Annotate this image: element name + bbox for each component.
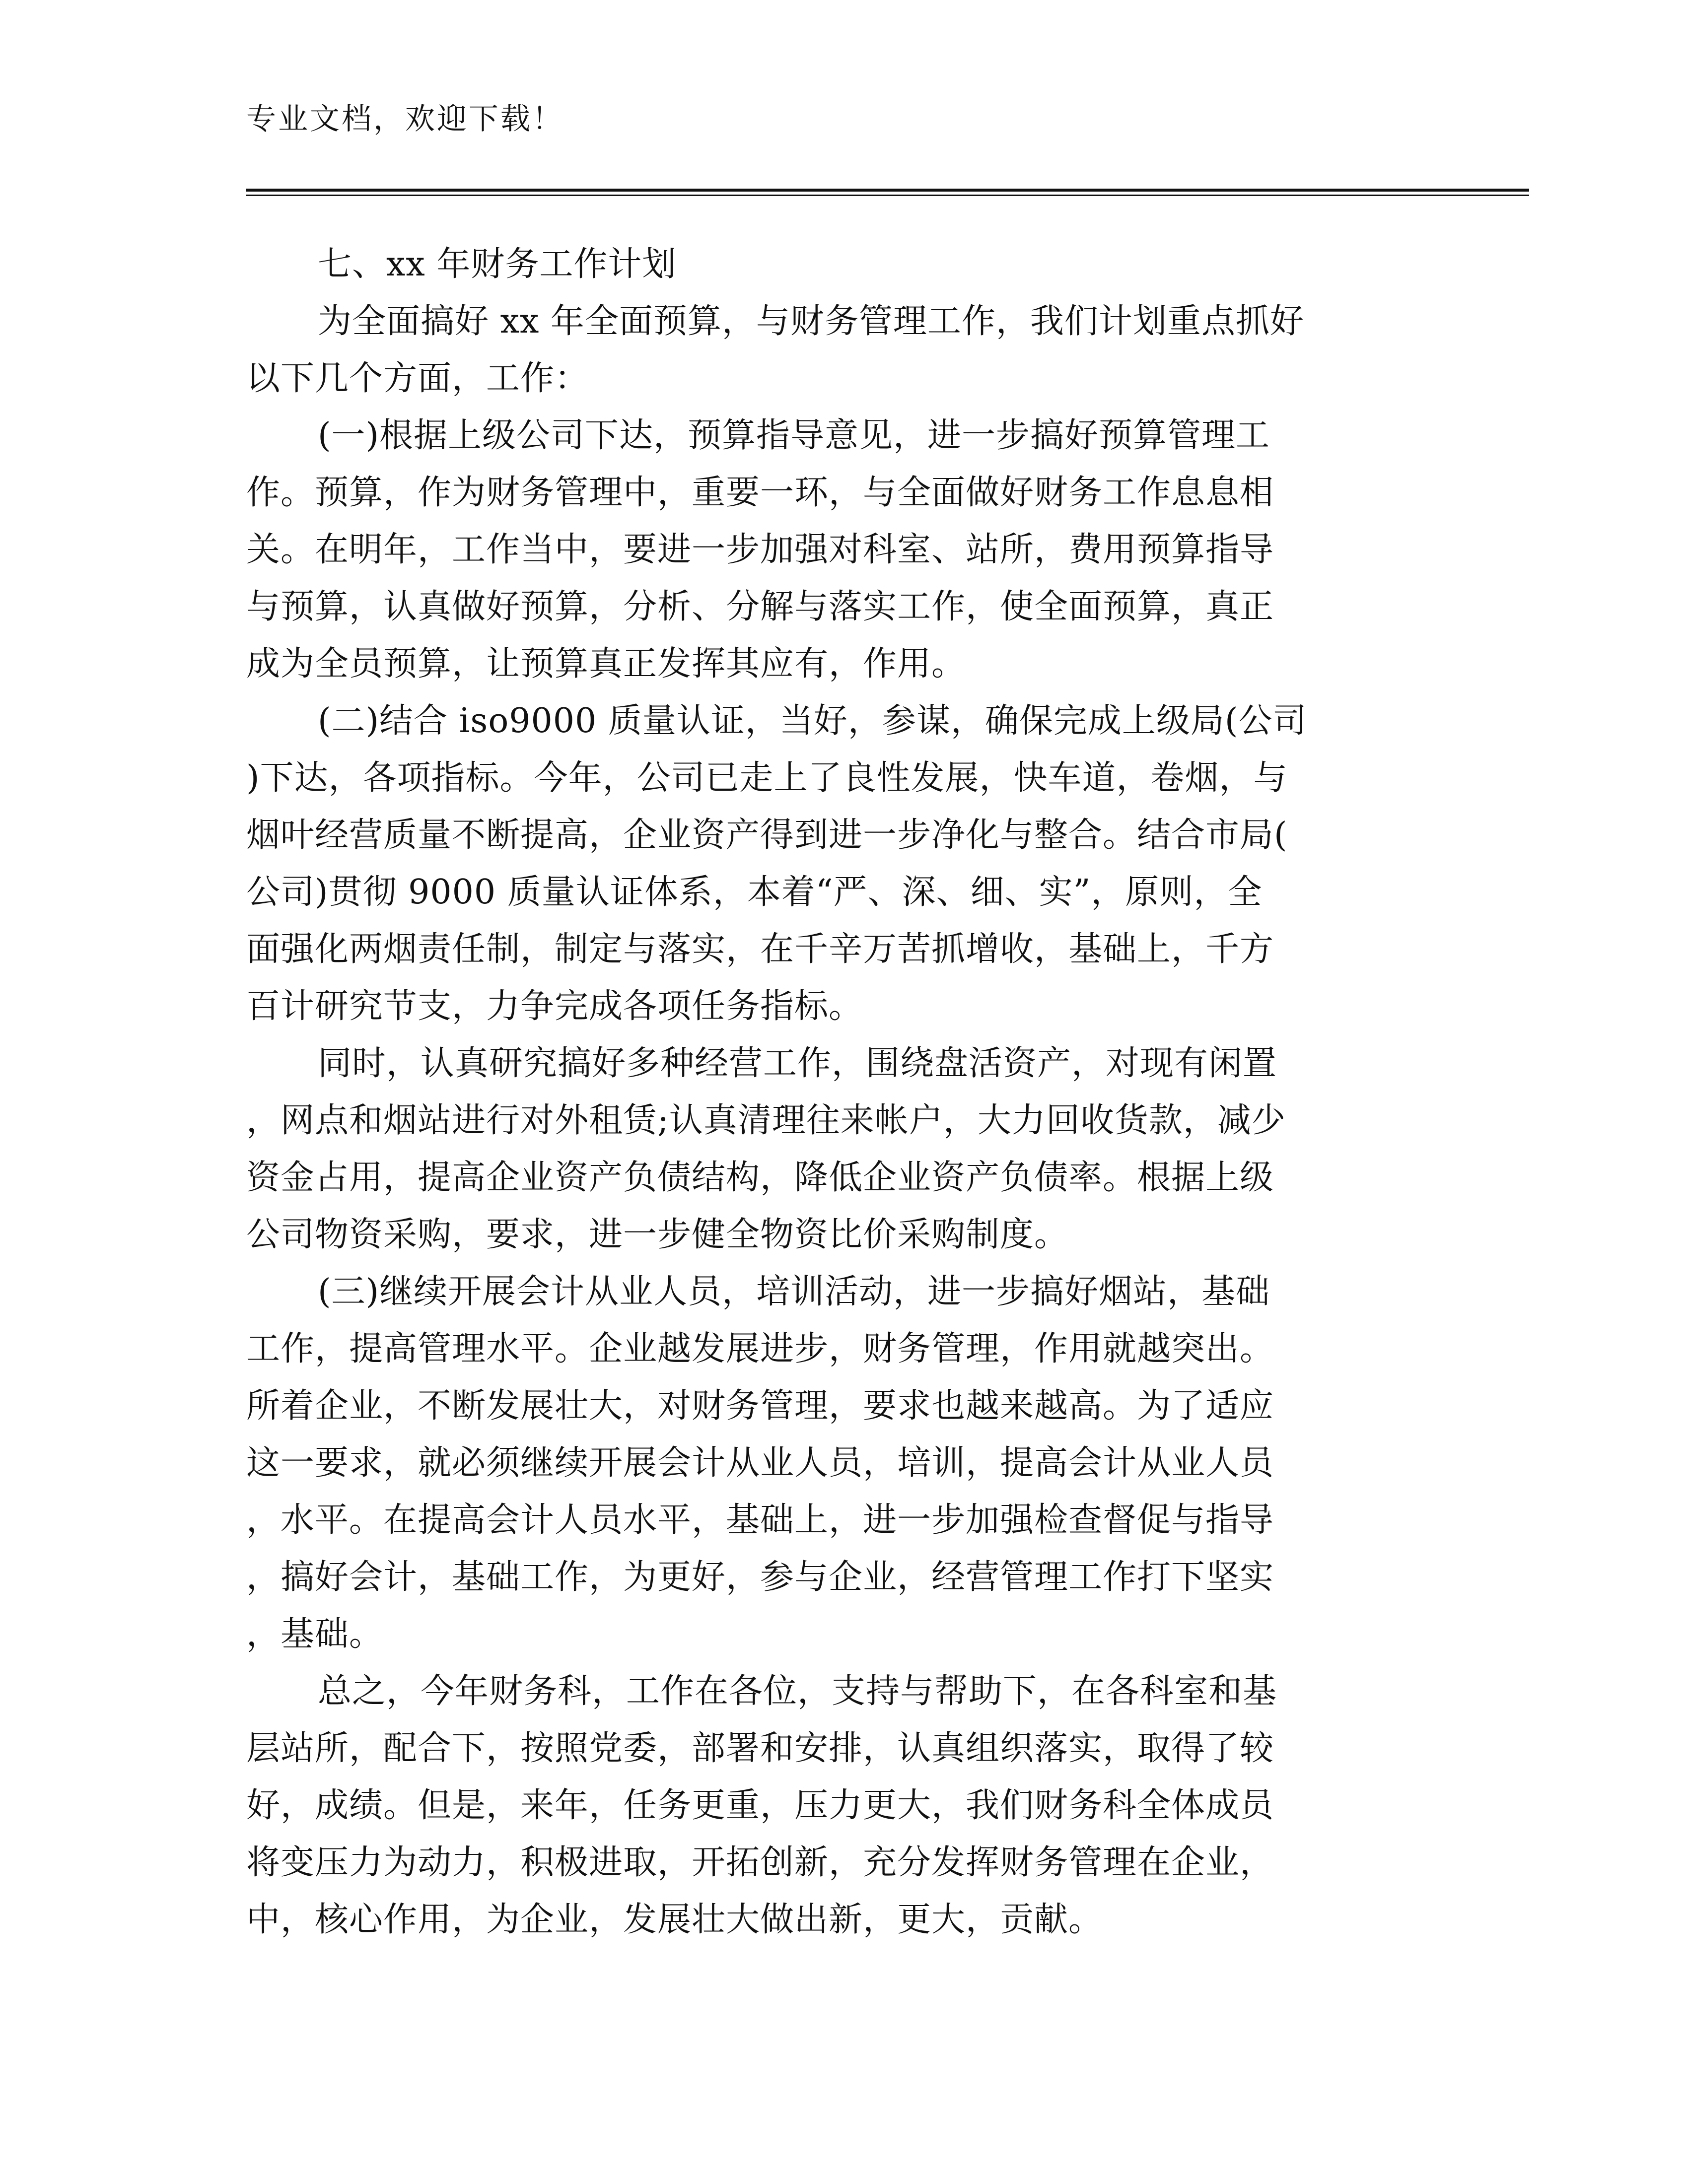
text-line: 同时，认真研究搞好多种经营工作，围绕盘活资产，对现有闲置 <box>318 1044 1277 1083</box>
header-rule-thick <box>246 189 1529 192</box>
text-line: (三)继续开展会计从业人员，培训活动，进一步搞好烟站，基础 <box>318 1272 1270 1311</box>
text-line: 总之，今年财务科，工作在各位，支持与帮助下，在各科室和基 <box>318 1672 1277 1711</box>
text-line: (一)根据上级公司下达，预算指导意见，进一步搞好预算管理工 <box>318 416 1270 455</box>
text-line: 为全面搞好 xx 年全面预算，与财务管理工作，我们计划重点抓好 <box>318 302 1304 341</box>
text-line: 好，成绩。但是，来年，任务更重，压力更大，我们财务科全体成员 <box>246 1786 1274 1825</box>
text-line: 作。预算，作为财务管理中，重要一环，与全面做好财务工作息息相 <box>246 473 1274 512</box>
text-line: 面强化两烟责任制，制定与落实，在千辛万苦抓增收，基础上，千方 <box>246 930 1274 969</box>
text-line: 以下几个方面，工作： <box>246 359 589 398</box>
text-line: 百计研究节支，力争完成各项任务指标。 <box>246 987 863 1026</box>
text-line: 将变压力为动力，积极进取，开拓创新，充分发挥财务管理在企业， <box>246 1843 1274 1882</box>
text-line: 成为全员预算，让预算真正发挥其应有，作用。 <box>246 644 966 683</box>
text-line: 工作，提高管理水平。企业越发展进步，财务管理，作用就越突出。 <box>246 1329 1274 1368</box>
section-heading: 七、xx 年财务工作计划 <box>318 245 677 284</box>
document-body <box>246 236 1428 1948</box>
text-line: ，网点和烟站进行对外租赁;认真清理往来帐户，大力回收货款，减少 <box>246 1101 1286 1140</box>
text-line: ，基础。 <box>246 1615 384 1654</box>
text-line: 中，核心作用，为企业，发展壮大做出新，更大，贡献。 <box>246 1900 1103 1939</box>
text-line: 与预算，认真做好预算，分析、分解与落实工作，使全面预算，真正 <box>246 587 1274 626</box>
header-rule-thin <box>246 195 1529 196</box>
text-line: ，搞好会计，基础工作，为更好，参与企业，经营管理工作打下坚实 <box>246 1558 1274 1597</box>
text-line: 资金占用，提高企业资产负债结构，降低企业资产负债率。根据上级 <box>246 1158 1274 1197</box>
page-header: 专业文档，欢迎下载！ <box>246 102 564 136</box>
text-line: 公司物资采购，要求，进一步健全物资比价采购制度。 <box>246 1215 1069 1254</box>
text-line: (二)结合 iso9000 质量认证，当好，参谋，确保完成上级局(公司 <box>318 701 1307 741</box>
text-line: 层站所，配合下，按照党委，部署和安排，认真组织落实，取得了较 <box>246 1729 1274 1768</box>
text-line: 公司)贯彻 9000 质量认证体系，本着“严、深、细、实”，原则，全 <box>246 873 1263 912</box>
text-line: 关。在明年，工作当中，要进一步加强对科室、站所，费用预算指导 <box>246 530 1274 569</box>
text-line: 这一要求，就必须继续开展会计从业人员，培训，提高会计从业人员 <box>246 1443 1274 1483</box>
text-line: ，水平。在提高会计人员水平，基础上，进一步加强检查督促与指导 <box>246 1501 1274 1540</box>
text-line: )下达，各项指标。今年，公司已走上了良性发展，快车道，卷烟，与 <box>246 758 1288 798</box>
text-line: 烟叶经营质量不断提高，企业资产得到进一步净化与整合。结合市局( <box>246 816 1288 855</box>
text-line: 所着企业，不断发展壮大，对财务管理，要求也越来越高。为了适应 <box>246 1386 1274 1426</box>
